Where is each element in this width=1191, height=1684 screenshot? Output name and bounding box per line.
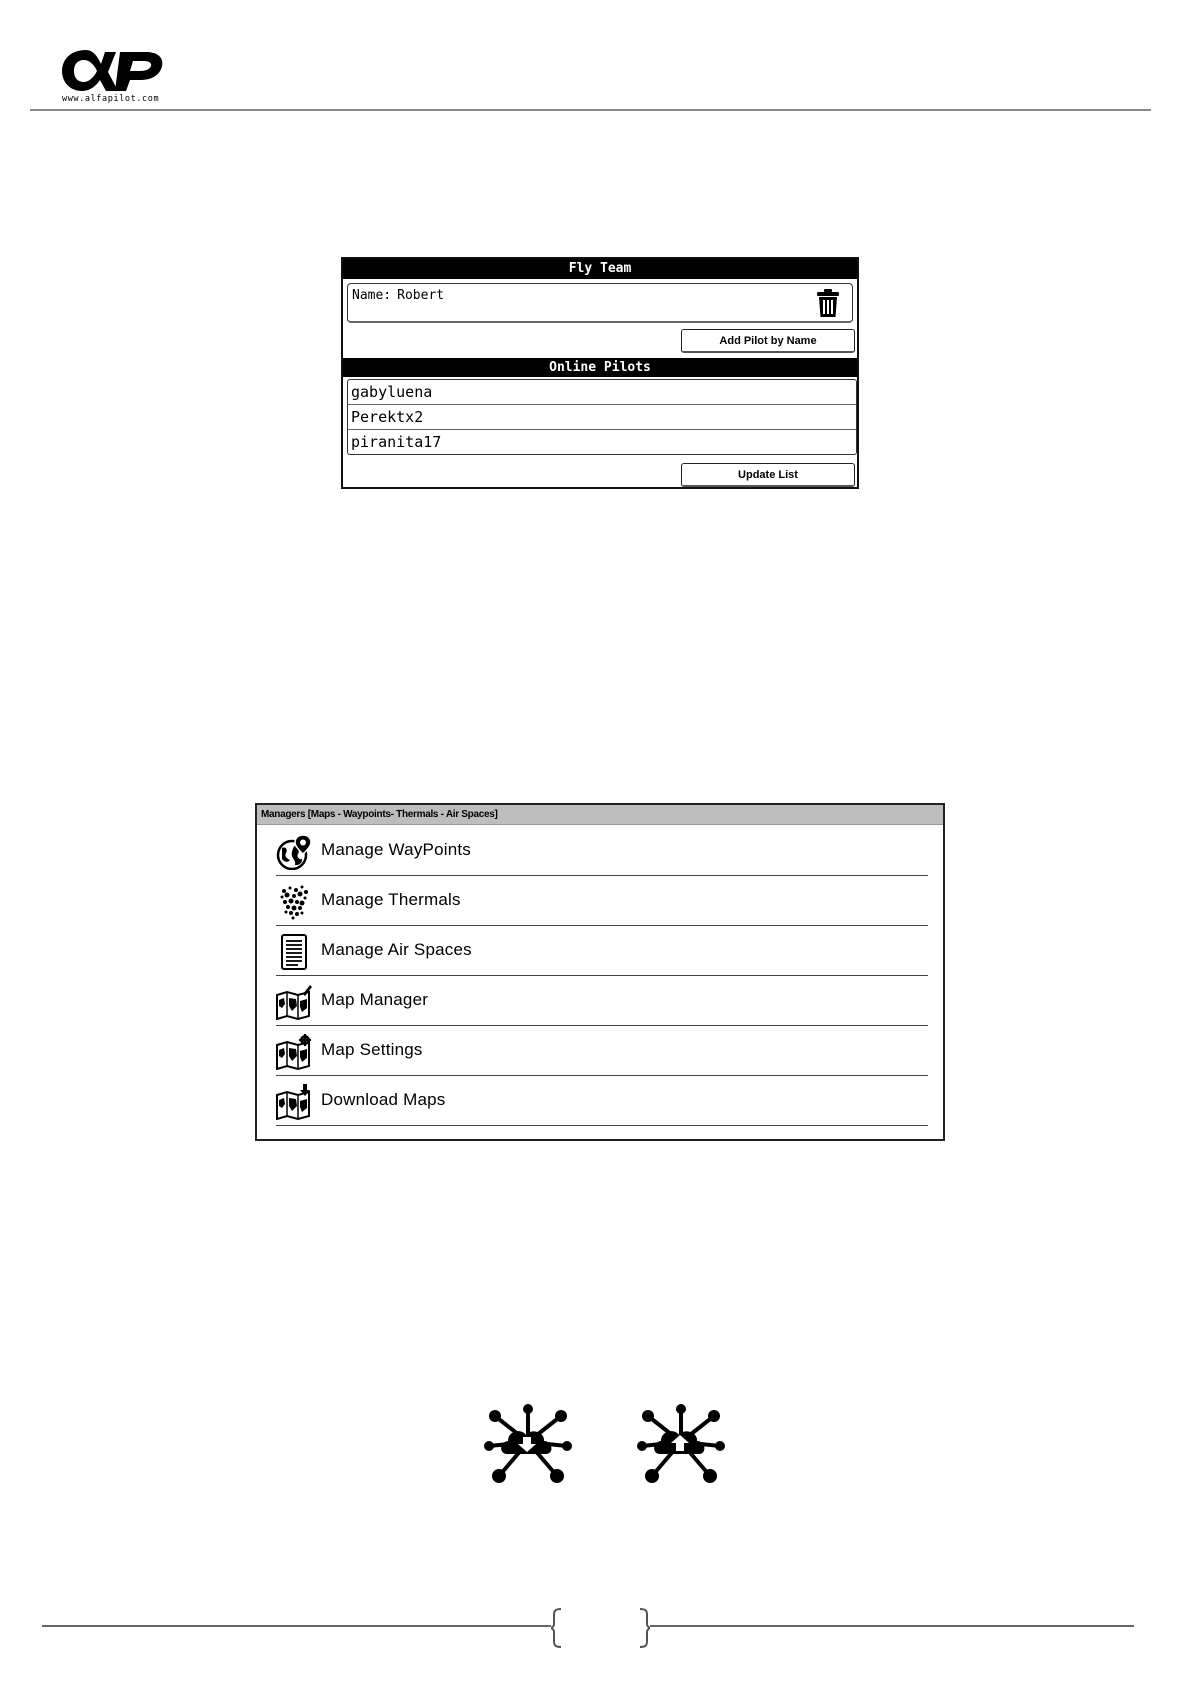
managers-title: Managers [Maps - Waypoints- Thermals - Air Spaces] [257, 805, 943, 825]
menu-item-label: Manage WayPoints [321, 840, 471, 859]
add-pilot-by-name-button[interactable]: Add Pilot by Name [681, 329, 855, 353]
menu-item-map-manager[interactable] [276, 976, 928, 1026]
pilot-name-entry[interactable] [347, 283, 853, 323]
managers-panel [255, 803, 945, 1141]
menu-item-download-maps[interactable] [276, 1076, 928, 1126]
logo-mark-icon [60, 44, 166, 96]
menu-item-manage-thermals[interactable] [276, 876, 928, 926]
menu-item-manage-waypoints[interactable] [276, 826, 928, 876]
globe-pin-icon [276, 834, 312, 870]
menu-item-label: Map Settings [321, 1040, 423, 1059]
cloud-network-download-icon[interactable] [483, 1404, 573, 1484]
fly-team-title: Fly Team [343, 259, 857, 279]
thermals-icon [276, 884, 312, 920]
pilot-row[interactable]: gabyluena [348, 380, 856, 405]
online-pilots-list [347, 379, 857, 455]
menu-item-label: Download Maps [321, 1090, 446, 1109]
map-edit-icon [276, 984, 312, 1020]
menu-item-map-settings[interactable] [276, 1026, 928, 1076]
cloud-network-upload-icon[interactable] [636, 1404, 726, 1484]
pilot-row[interactable]: piranita17 [351, 433, 442, 451]
name-label: Name: [352, 288, 392, 303]
document-list-icon [276, 934, 312, 970]
alfapilot-logo [60, 44, 175, 106]
map-download-icon [276, 1084, 312, 1120]
logo-url: www.alfapilot.com [62, 94, 160, 104]
trash-icon[interactable] [816, 288, 840, 318]
header-divider [30, 109, 1151, 111]
footer-divider-left [42, 1625, 551, 1627]
update-list-button[interactable]: Update List [681, 463, 855, 487]
map-gear-icon [276, 1034, 312, 1070]
online-pilots-title: Online Pilots [343, 358, 857, 377]
fly-team-panel [341, 257, 859, 489]
footer-divider-right [650, 1625, 1134, 1627]
menu-item-label: Manage Thermals [321, 890, 461, 909]
name-value: Robert [397, 288, 445, 303]
footer-bracket-left [551, 1607, 563, 1649]
menu-item-manage-air-spaces[interactable] [276, 926, 928, 976]
pilot-name-text [352, 288, 444, 303]
footer-bracket-right [638, 1607, 650, 1649]
menu-item-label: Map Manager [321, 990, 429, 1009]
menu-item-label: Manage Air Spaces [321, 940, 472, 959]
pilot-row[interactable]: Perektx2 [348, 405, 856, 430]
